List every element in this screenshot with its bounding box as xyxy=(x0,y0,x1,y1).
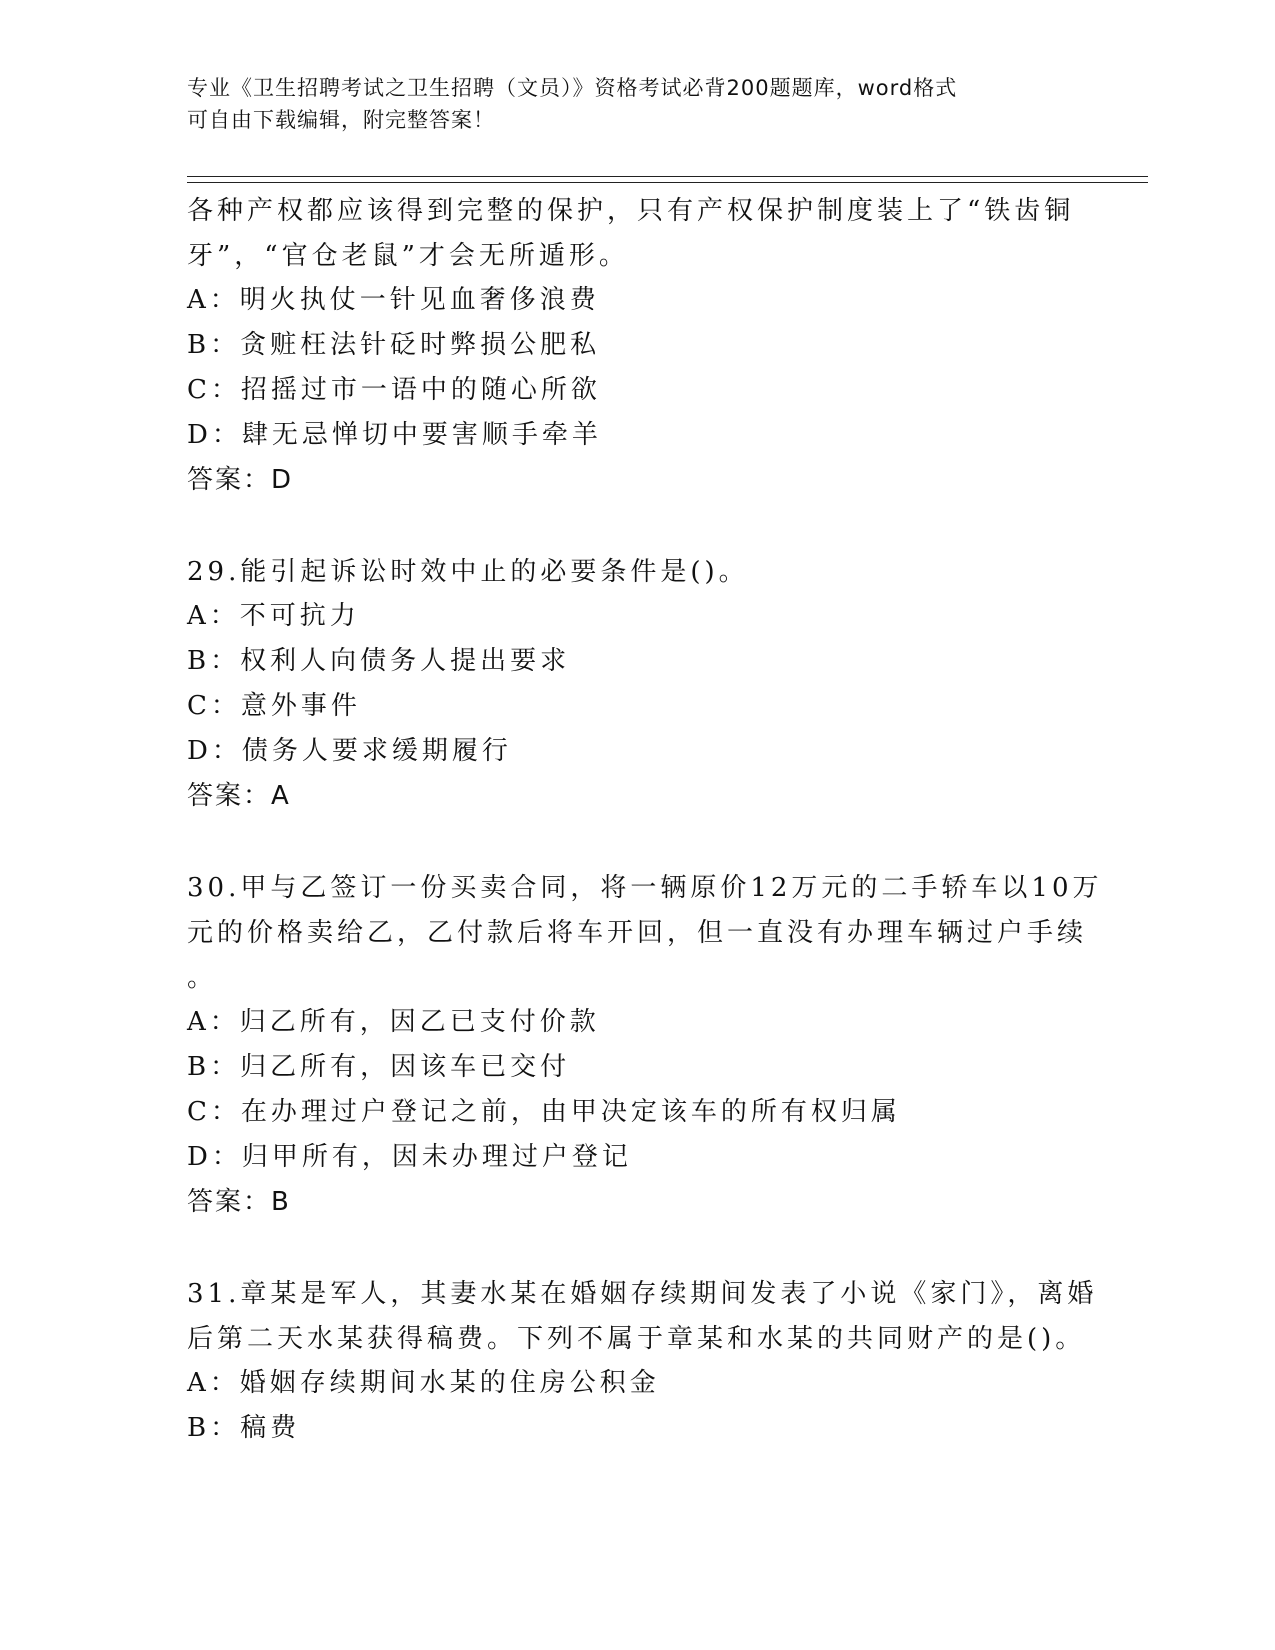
question-28 xyxy=(187,188,1087,503)
option-a: A：不可抗力 xyxy=(187,601,360,631)
question-text: 30.甲与乙签订一份买卖合同，将一辆原价12万元的二手轿车以10万 xyxy=(187,873,1103,903)
spacer xyxy=(187,819,1087,865)
question-text: 29.能引起诉讼时效中止的必要条件是()。 xyxy=(187,557,749,587)
document-header xyxy=(187,72,1087,136)
option-d: D：肆无忌惮切中要害顺手牵羊 xyxy=(187,420,602,450)
question-text: 各种产权都应该得到完整的保护，只有产权保护制度装上了“铁齿铜 xyxy=(187,196,1075,226)
question-text: 。 xyxy=(187,963,218,993)
answer: 答案：D xyxy=(187,465,294,495)
option-c: C：意外事件 xyxy=(187,691,361,721)
header-line-1: 专业《卫生招聘考试之卫生招聘（文员）》资格考试必背200题题库，word格式 xyxy=(187,76,958,100)
option-a: A：婚姻存续期间水某的住房公积金 xyxy=(187,1368,660,1398)
option-d: D：债务人要求缓期履行 xyxy=(187,736,512,766)
spacer xyxy=(187,503,1087,549)
question-text: 31.章某是军人，其妻水某在婚姻存续期间发表了小说《家门》，离婚 xyxy=(187,1279,1098,1309)
question-29 xyxy=(187,549,1087,819)
answer: 答案：A xyxy=(187,781,291,811)
header-divider-top xyxy=(187,176,1148,177)
header-divider-bottom xyxy=(187,182,1148,183)
spacer xyxy=(187,1225,1087,1271)
question-list xyxy=(187,188,1103,1451)
question-text: 牙”，“官仓老鼠”才会无所遁形。 xyxy=(187,241,629,271)
option-b: B：稿费 xyxy=(187,1413,301,1443)
question-30 xyxy=(187,865,1103,1225)
header-line-2: 可自由下载编辑，附完整答案！ xyxy=(187,108,495,132)
question-text: 元的价格卖给乙，乙付款后将车开回，但一直没有办理车辆过户手续 xyxy=(187,918,1088,948)
option-a: A：归乙所有，因乙已支付价款 xyxy=(187,1007,600,1037)
answer: 答案：B xyxy=(187,1187,291,1217)
option-b: B：归乙所有，因该车已交付 xyxy=(187,1052,571,1082)
option-c: C：招摇过市一语中的随心所欲 xyxy=(187,375,601,405)
option-b: B：贪赃枉法针砭时弊损公肥私 xyxy=(187,330,601,360)
question-31 xyxy=(187,1271,1098,1451)
option-d: D：归甲所有，因未办理过户登记 xyxy=(187,1142,632,1172)
question-text: 后第二天水某获得稿费。下列不属于章某和水某的共同财产的是()。 xyxy=(187,1324,1086,1354)
option-a: A：明火执仗一针见血奢侈浪费 xyxy=(187,285,600,315)
option-b: B：权利人向债务人提出要求 xyxy=(187,646,571,676)
option-c: C：在办理过户登记之前，由甲决定该车的所有权归属 xyxy=(187,1097,901,1127)
